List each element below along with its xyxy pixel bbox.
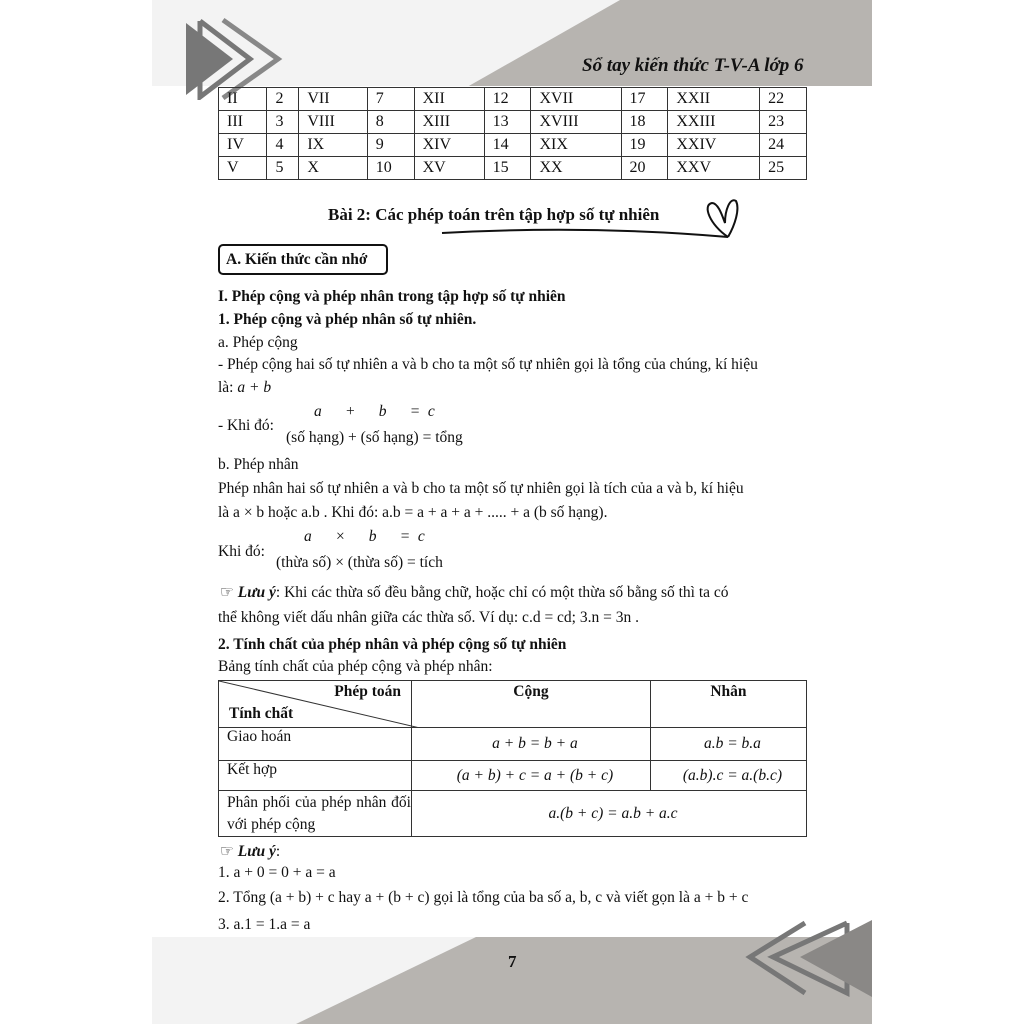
arabic-cell: 19 [621,134,668,157]
arabic-cell: 13 [484,111,531,134]
khi-do-label-2: Khi đó: [218,543,265,560]
addition-terms: (số hạng) + (số hạng) = tổng [286,429,463,446]
roman-cell: XXIII [668,111,760,134]
lesson-title: Bài 2: Các phép toán trên tập hợp số tự nhiên [328,205,660,224]
roman-cell: XIII [414,111,484,134]
pointing-hand-icon: ☞ [220,843,234,860]
arabic-cell: 5 [267,157,299,180]
arabic-cell: 10 [367,157,414,180]
pointing-hand-icon: ☞ [220,584,234,601]
note-1: 1. a + 0 = 0 + a = a [218,864,336,881]
header-mul: Nhân [650,681,806,728]
roman-cell: III [219,111,267,134]
roman-cell: XV [414,157,484,180]
section-a-box: A. Kiến thức cần nhớ [218,244,388,275]
addition-def-2 [218,379,271,397]
note-line-2: thể không viết dấu nhân giữa các thừa số. Ví dụ: c.d = cd; 3.n = 3n . [218,609,639,626]
arabic-cell: 25 [760,157,807,180]
arabic-cell: 9 [367,134,414,157]
arabic-cell: 22 [760,88,807,111]
header-property: Tính chất [229,705,294,722]
heading-1: I. Phép cộng và phép nhân trong tập hợp số tự nhiên [218,288,566,305]
arabic-cell: 24 [760,134,807,157]
row-name: Giao hoán [219,728,412,761]
roman-cell: IX [299,134,367,157]
roman-cell: XVII [531,88,621,111]
table-row [219,134,807,157]
roman-cell: VII [299,88,367,111]
diagonal-header-cell [219,681,412,728]
roman-cell: XXII [668,88,760,111]
roman-cell: XXV [668,157,760,180]
khi-do-label: - Khi đó: [218,417,274,434]
heading-2: 2. Tính chất của phép nhân và phép cộng số tự nhiên [218,636,567,653]
header-operation: Phép toán [334,683,401,700]
multiplication-def: Phép nhân hai số tự nhiên a và b cho ta một số tự nhiên gọi là tích của a và b, kí hiệu [218,480,744,497]
header-title: Sổ tay kiến thức T-V-A lớp 6 [582,55,804,76]
roman-cell: XVIII [531,111,621,134]
note-2: 2. Tổng (a + b) + c hay a + (b + c) gọi là tổng của ba số a, b, c và viết gọn là a + b + c [218,889,749,906]
multiplication-def-2: là a × b hoặc a.b . Khi đó: a.b = a + a + a + ..... + a (b số hạng). [218,504,608,521]
multiplication-formula: a × b = c [304,528,425,545]
table-row [219,157,807,180]
note-line [220,583,729,602]
arabic-cell: 18 [621,111,668,134]
heading-1-1: 1. Phép cộng và phép nhân số tự nhiên. [218,311,477,328]
back-arrows-icon [745,915,872,1000]
arabic-cell: 23 [760,111,807,134]
roman-cell: XX [531,157,621,180]
row-name: Phân phối của phép nhân đối với phép cộng [219,791,412,837]
roman-cell: IV [219,134,267,157]
roman-cell: V [219,157,267,180]
roman-cell: XIX [531,134,621,157]
arabic-cell: 8 [367,111,414,134]
roman-cell: XII [414,88,484,111]
row-mul: (a.b).c = a.(b.c) [650,761,806,791]
sub-a: a. Phép cộng [218,334,298,351]
note-text: : Khi các thừa số đều bằng chữ, hoặc chỉ có một thừa số bằng số thì ta có [275,584,729,601]
roman-cell: XIV [414,134,484,157]
header-add: Cộng [412,681,651,728]
table-row [219,88,807,111]
roman-cell: XXIV [668,134,760,157]
note-label: Lưu ý [237,843,276,860]
row-both: a.(b + c) = a.b + a.c [412,791,807,837]
table-intro: Bảng tính chất của phép cộng và phép nhân: [218,658,493,675]
arabic-cell: 17 [621,88,668,111]
multiplication-terms: (thừa số) × (thừa số) = tích [276,554,443,571]
roman-cell: VIII [299,111,367,134]
arabic-cell: 20 [621,157,668,180]
roman-cell: X [299,157,367,180]
roman-cell: II [219,88,267,111]
table-row [219,111,807,134]
heart-swoosh-icon [440,195,740,245]
addition-formula: a + b = c [314,403,435,420]
formula: a + b [237,379,272,396]
note-label: Lưu ý [237,584,276,601]
row-name: Kết hợp [219,761,412,791]
roman-numeral-table [218,87,807,180]
arabic-cell: 15 [484,157,531,180]
note-3: 3. a.1 = 1.a = a [218,916,311,933]
arabic-cell: 12 [484,88,531,111]
arabic-cell: 14 [484,134,531,157]
arabic-cell: 7 [367,88,414,111]
row-add: a + b = b + a [412,728,651,761]
row-mul: a.b = b.a [650,728,806,761]
arabic-cell: 4 [267,134,299,157]
sub-b: b. Phép nhân [218,456,299,473]
row-add: (a + b) + c = a + (b + c) [412,761,651,791]
text: là: [218,379,234,396]
addition-def: - Phép cộng hai số tự nhiên a và b cho ta một số tự nhiên gọi là tổng của chúng, kí hiệu [218,356,758,373]
arabic-cell: 2 [267,88,299,111]
page-number: 7 [508,952,517,971]
properties-table [218,680,807,837]
arabic-cell: 3 [267,111,299,134]
note-heading: ☞ Lưu ý: [220,843,281,860]
